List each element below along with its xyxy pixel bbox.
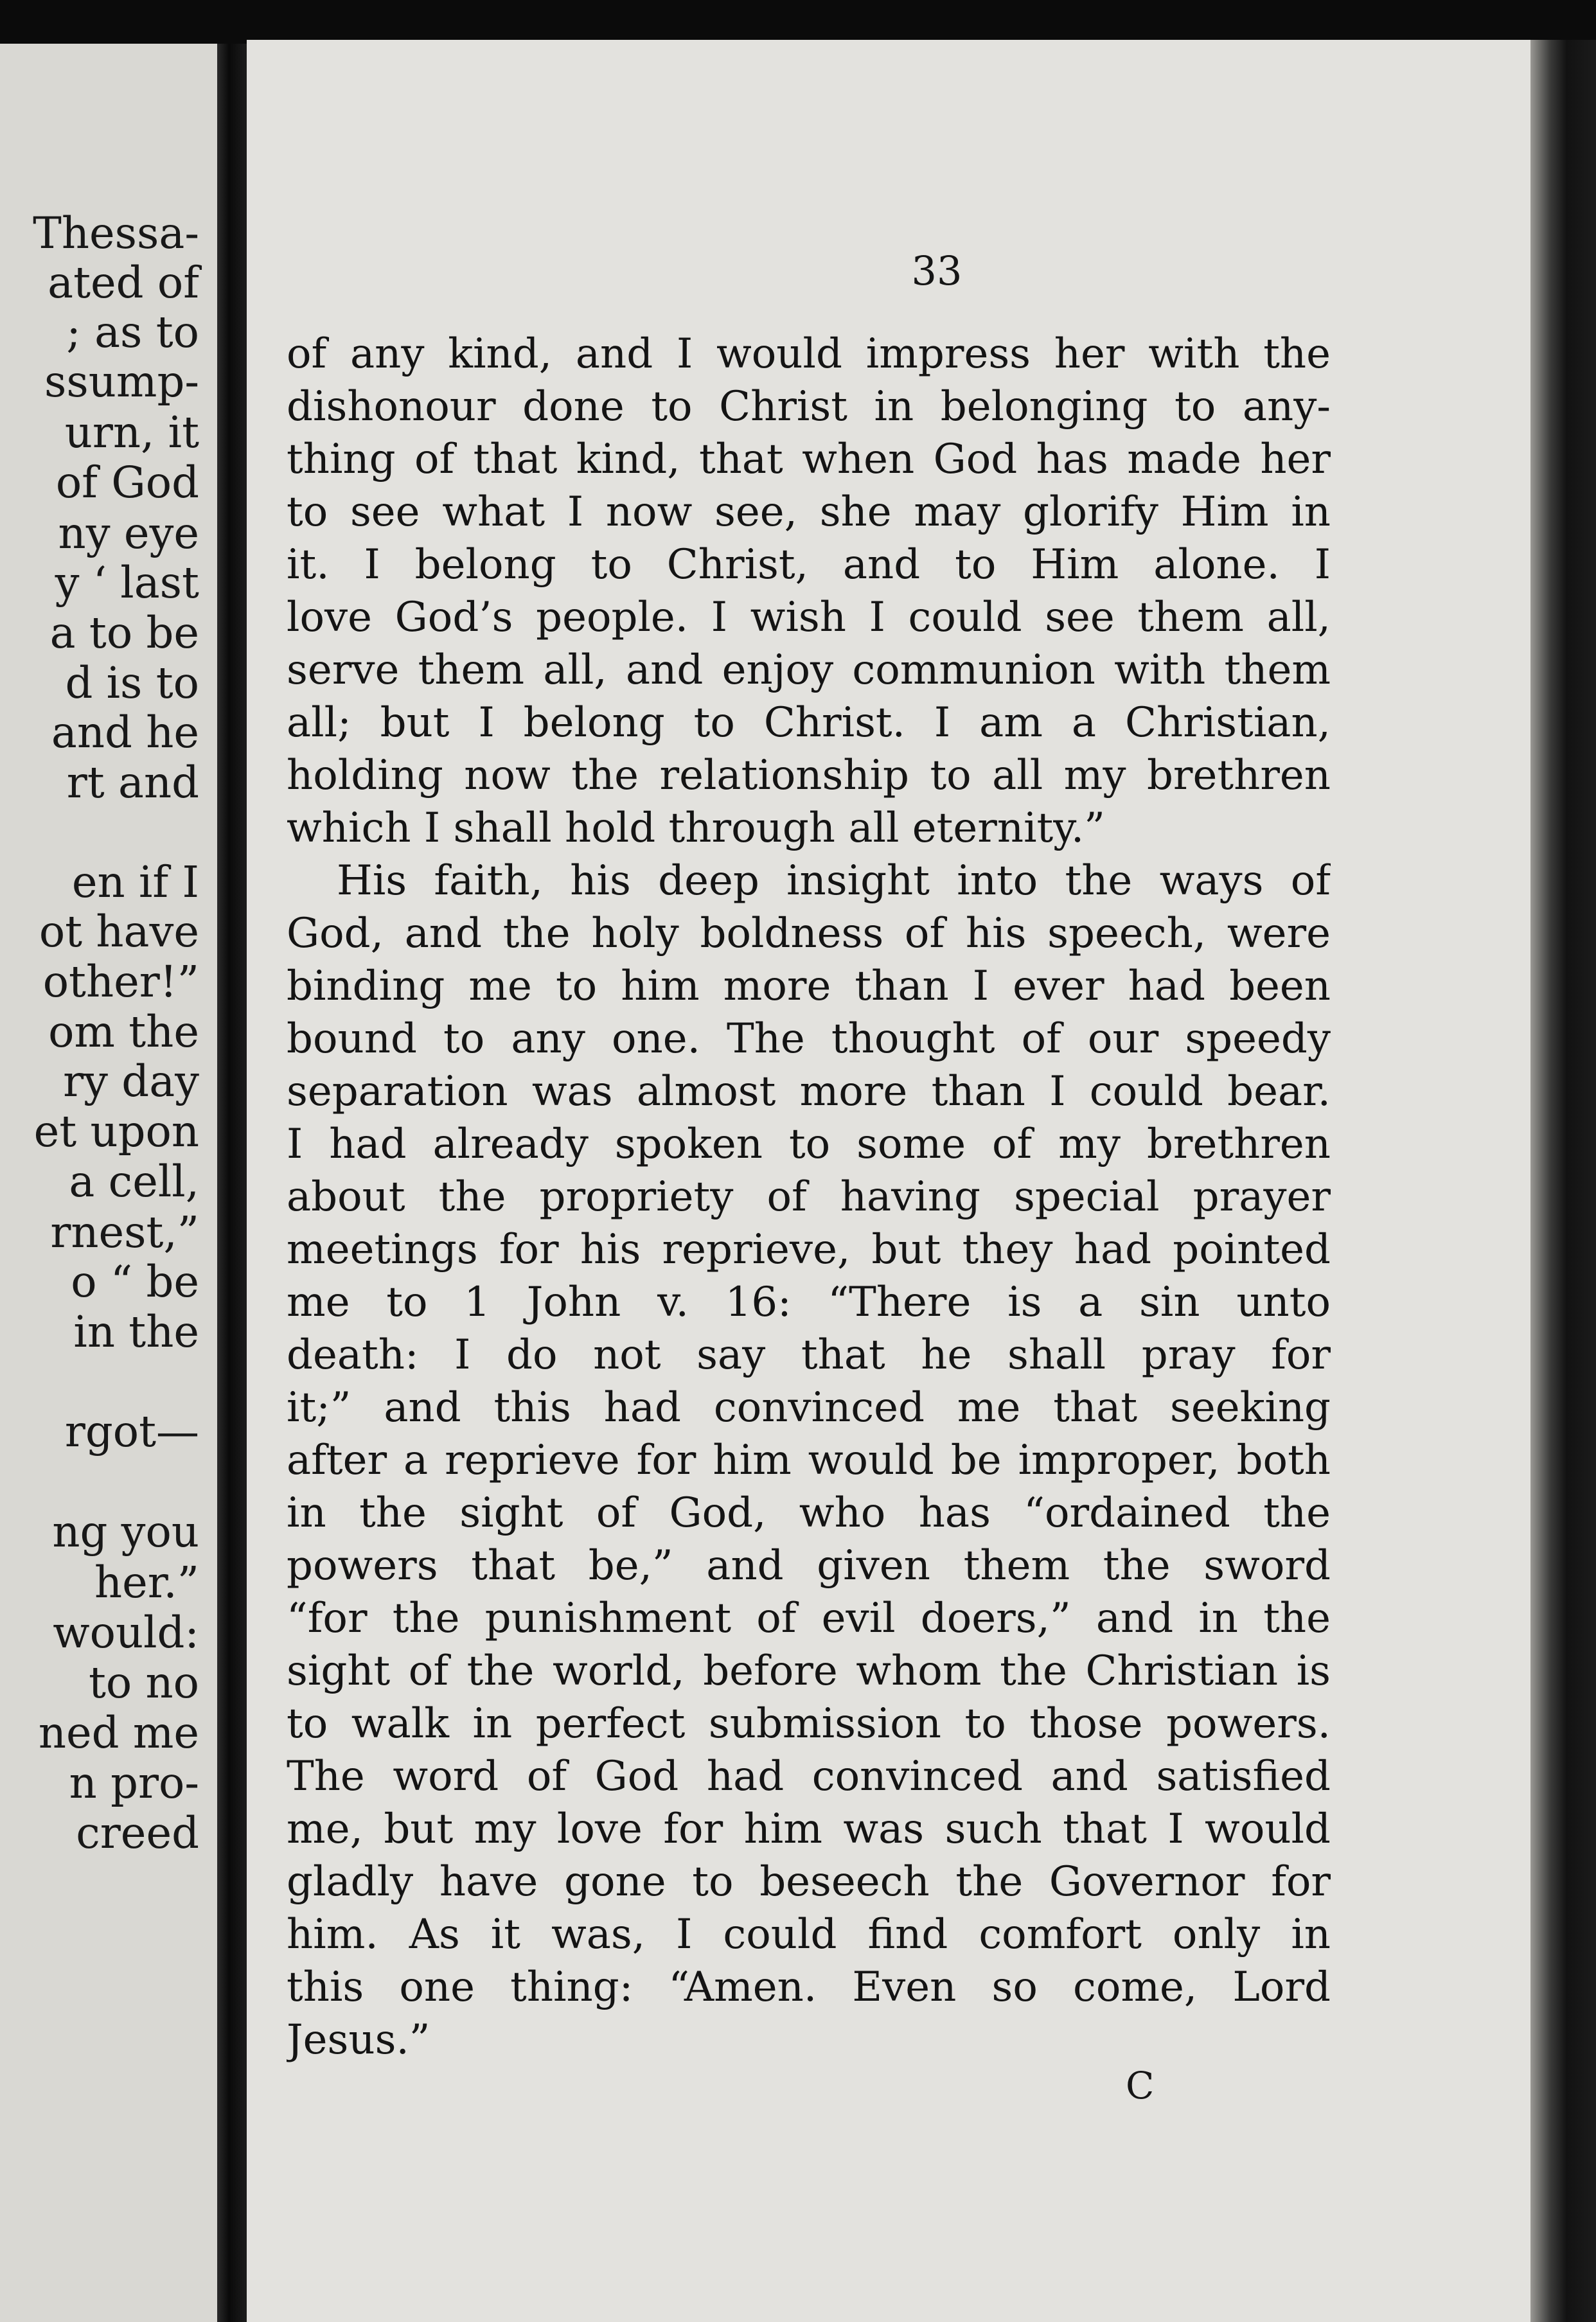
left-page-line: y ‘ last: [55, 558, 199, 608]
text-line: gladly have gone to beseech the Governor for: [287, 1858, 1331, 1906]
text-line: I had already spoken to some of my brethren: [287, 1121, 1331, 1168]
left-page-line: o “ be: [71, 1257, 199, 1307]
signature-mark: C: [1126, 2064, 1155, 2107]
text-line: sight of the world, before whom the Christian is: [287, 1647, 1331, 1695]
text-line: in the sight of God, who has “ordained the: [287, 1489, 1331, 1537]
text-line: love God’s people. I wish I could see them all,: [287, 594, 1331, 641]
text-line: death: I do not say that he shall pray for: [287, 1331, 1331, 1379]
text-line: binding me to him more than I ever had been: [287, 962, 1331, 1010]
left-page-line: Thessa-: [33, 208, 199, 258]
text-line: The word of God had convinced and satisfied: [287, 1753, 1331, 1800]
text-line: it;” and this had convinced me that seeking: [287, 1384, 1331, 1431]
left-page-line: ; as to: [66, 307, 199, 357]
book-page: [247, 40, 1530, 2322]
left-page-line: rt and: [66, 758, 199, 808]
page-gutter: [217, 44, 247, 2322]
left-page-line: would:: [53, 1608, 199, 1658]
left-page-line: her.”: [94, 1557, 199, 1608]
text-line: all; but I belong to Christ. I am a Christian,: [287, 699, 1331, 747]
text-line: to see what I now see, she may glorify Him in: [287, 488, 1331, 536]
left-page-line: creed: [76, 1808, 199, 1858]
text-line: God, and the holy boldness of his speech, were: [287, 910, 1331, 957]
left-page-line: et upon: [33, 1106, 199, 1157]
text-line: me to 1 John v. 16: “There is a sin unto: [287, 1279, 1331, 1326]
left-page-line: rgot—: [64, 1406, 199, 1457]
left-page-line: and he: [51, 707, 199, 758]
text-line: separation was almost more than I could bear.: [287, 1068, 1331, 1115]
left-page-line: other!”: [42, 957, 199, 1007]
text-line: serve them all, and enjoy communion with them: [287, 646, 1331, 694]
text-line: him. As it was, I could find comfort only in: [287, 1911, 1331, 1958]
text-line: “for the punishment of evil doers,” and in the: [287, 1595, 1331, 1642]
left-page-line: ry day: [63, 1056, 199, 1106]
left-page-line: en if I: [71, 857, 199, 907]
left-page-line: d is to: [65, 658, 199, 708]
text-line: meetings for his reprieve, but they had pointed: [287, 1226, 1331, 1273]
left-page-line: n pro-: [69, 1758, 199, 1808]
left-page-line: ot have: [39, 907, 199, 957]
text-line: powers that be,” and given them the sword: [287, 1542, 1331, 1590]
previous-page-fragment: [0, 44, 217, 2322]
page-number: 33: [911, 247, 962, 294]
text-line: bound to any one. The thought of our speedy: [287, 1015, 1331, 1063]
left-page-line: ned me: [38, 1708, 199, 1758]
left-page-line: a to be: [49, 608, 199, 658]
text-line: holding now the relationship to all my brethren: [287, 752, 1331, 799]
text-line: after a reprieve for him would be improper, both: [287, 1437, 1331, 1484]
left-page-line: ated of: [48, 258, 199, 308]
text-line: about the propriety of having special prayer: [287, 1173, 1331, 1221]
text-line: Jesus.”: [287, 2016, 430, 2064]
left-page-line: ng you: [52, 1507, 199, 1557]
left-page-line: in the: [73, 1307, 199, 1357]
left-page-line: to no: [88, 1658, 199, 1708]
text-line: me, but my love for him was such that I would: [287, 1805, 1331, 1853]
left-page-line: ny eye: [58, 508, 199, 558]
text-line: dishonour done to Christ in belonging to any-: [287, 383, 1331, 430]
text-line: thing of that kind, that when God has made her: [287, 436, 1331, 483]
left-page-line: of God: [55, 457, 199, 508]
book-edge: [1530, 40, 1596, 2322]
text-line: which I shall hold through all eternity.”: [287, 804, 1105, 852]
page-body-text: [287, 328, 1331, 2066]
text-line: to walk in perfect submission to those powers.: [287, 1700, 1331, 1748]
left-page-line: a cell,: [69, 1157, 199, 1207]
text-line: of any kind, and I would impress her with the: [287, 330, 1331, 378]
left-page-line: om the: [48, 1007, 199, 1057]
text-line: it. I belong to Christ, and to Him alone. I: [287, 541, 1331, 589]
text-line: His faith, his deep insight into the ways of: [337, 857, 1331, 905]
left-page-line: urn, it: [64, 407, 199, 457]
text-line: this one thing: “Amen. Even so come, Lord: [287, 1963, 1331, 2011]
left-page-line: ssump-: [44, 357, 199, 407]
left-page-line: rnest,”: [50, 1207, 199, 1257]
